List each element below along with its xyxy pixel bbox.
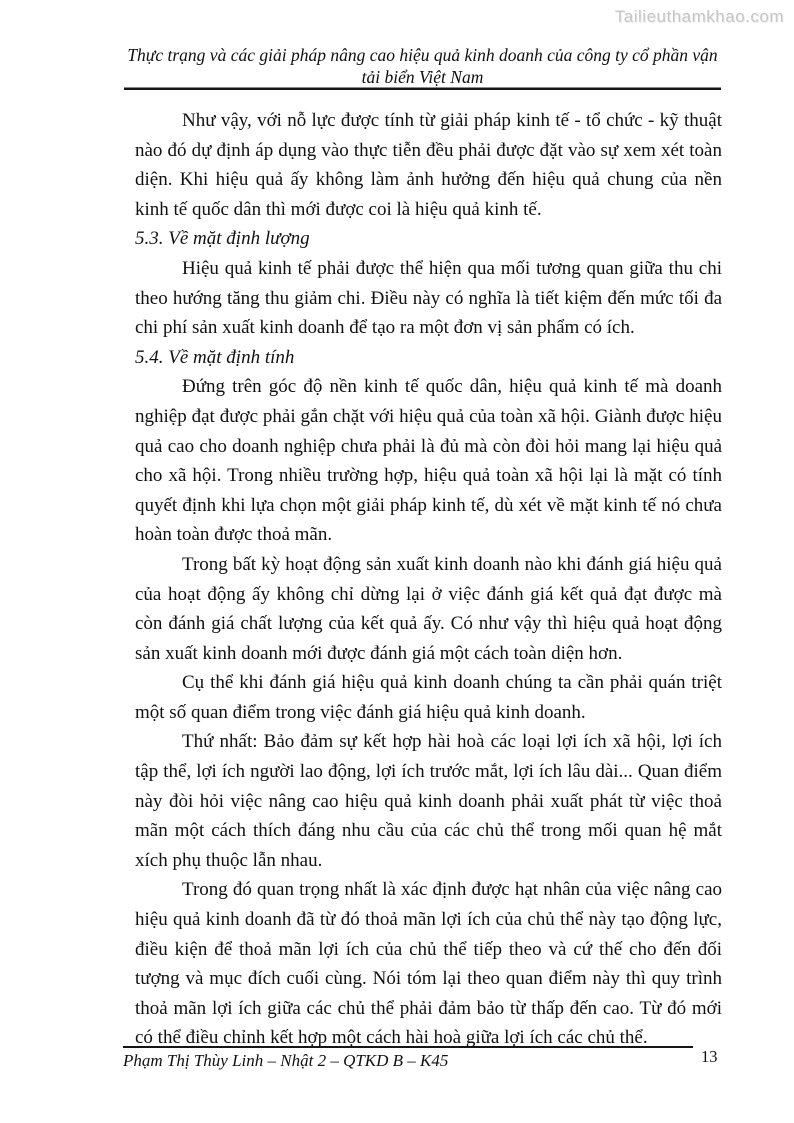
body-text <box>135 106 722 1053</box>
header-rule <box>124 87 721 90</box>
running-header-title: Thực trạng và các giải pháp nâng cao hiệu quả kinh doanh của công ty cổ phần vận tải biển Việt Nam <box>127 45 718 87</box>
paragraph: Cụ thể khi đánh giá hiệu quả kinh doanh chúng ta cần phải quán triệt một số quan điểm trong việc đánh giá hiệu quả kinh doanh. <box>135 672 722 723</box>
paragraph: Trong đó quan trọng nhất là xác định được hạt nhân của việc nâng cao hiệu quả kinh doanh đã từ đó thoả mãn lợi ích của chủ thể này tạo động lực, điều kiện để thoả mãn lợi ích của chủ thể tiếp theo và cứ thế cho đến đối tượng và mục đích cuối cùng. Nói tóm lại theo quan điểm này thì quy trình thoả mãn lợi ích giữa các chủ thể phải đảm bảo từ thấp đến cao. Từ đó mới có thể điều chỉnh kết hợp một cách hài hoà giữa lợi ích các chủ thể. <box>135 879 722 1049</box>
section-heading: 5.4. Về mặt định tính <box>135 346 295 368</box>
section-heading: 5.3. Về mặt định lượng <box>135 228 310 250</box>
page-number: 13 <box>701 1047 718 1066</box>
paragraph: Hiệu quả kinh tế phải được thể hiện qua mối tương quan giữa thu chi theo hướng tăng thu giảm chi. Điều này có nghĩa là tiết kiệm đến mức tối đa chi phí sản xuất kinh doanh để tạo ra một đơn vị sản phẩm có ích. <box>135 257 722 339</box>
paragraph: Như vậy, với nỗ lực được tính từ giải pháp kinh tế - tổ chức - kỹ thuật nào đó dự định áp dụng vào thực tiễn đều phải được đặt vào sự xem xét toàn diện. Khi hiệu quả ấy không làm ảnh hưởng đến hiệu quả chung của nền kinh tế quốc dân thì mới được coi là hiệu quả kinh tế. <box>135 110 722 220</box>
footer-rule <box>123 1046 693 1048</box>
paragraph: Trong bất kỳ hoạt động sản xuất kinh doanh nào khi đánh giá hiệu quả của hoạt động ấy không chỉ dừng lại ở việc đánh giá kết quả đạt được mà còn đánh giá chất lượng của kết quả ấy. Có như vậy thì hiệu quả hoạt động sản xuất kinh doanh mới được đánh giá một cách toàn diện hơn. <box>135 553 722 664</box>
watermark: Tailieuthamkhao.com <box>614 7 784 26</box>
paragraph: Đứng trên góc độ nền kinh tế quốc dân, hiệu quả kinh tế mà doanh nghiệp đạt được phải gắn chặt với hiệu quả của toàn xã hội. Giành được hiệu quả cao cho doanh nghiệp chưa phải là đủ mà còn đòi hỏi mang lại hiệu quả cho xã hội. Trong nhiều trường hợp, hiệu quả toàn xã hội lại là mặt có tính quyết định khi lựa chọn một giải pháp kinh tế, dù xét về mặt kinh tế nó chưa hoàn toàn được thoả mãn. <box>135 376 722 546</box>
footer-author-line: Phạm Thị Thùy Linh – Nhật 2 – QTKD B – K45 <box>123 1051 449 1070</box>
paragraph: Thứ nhất: Bảo đảm sự kết hợp hài hoà các loại lợi ích xã hội, lợi ích tập thể, lợi ích người lao động, lợi ích trước mắt, lợi ích lâu dài... Quan điểm này đòi hỏi việc nâng cao hiệu quả kinh doanh phải xuất phát từ việc thoả mãn một cách thích đáng nhu cầu của các chủ thể trong mối quan hệ mắt xích phụ thuộc lẫn nhau. <box>135 731 722 871</box>
